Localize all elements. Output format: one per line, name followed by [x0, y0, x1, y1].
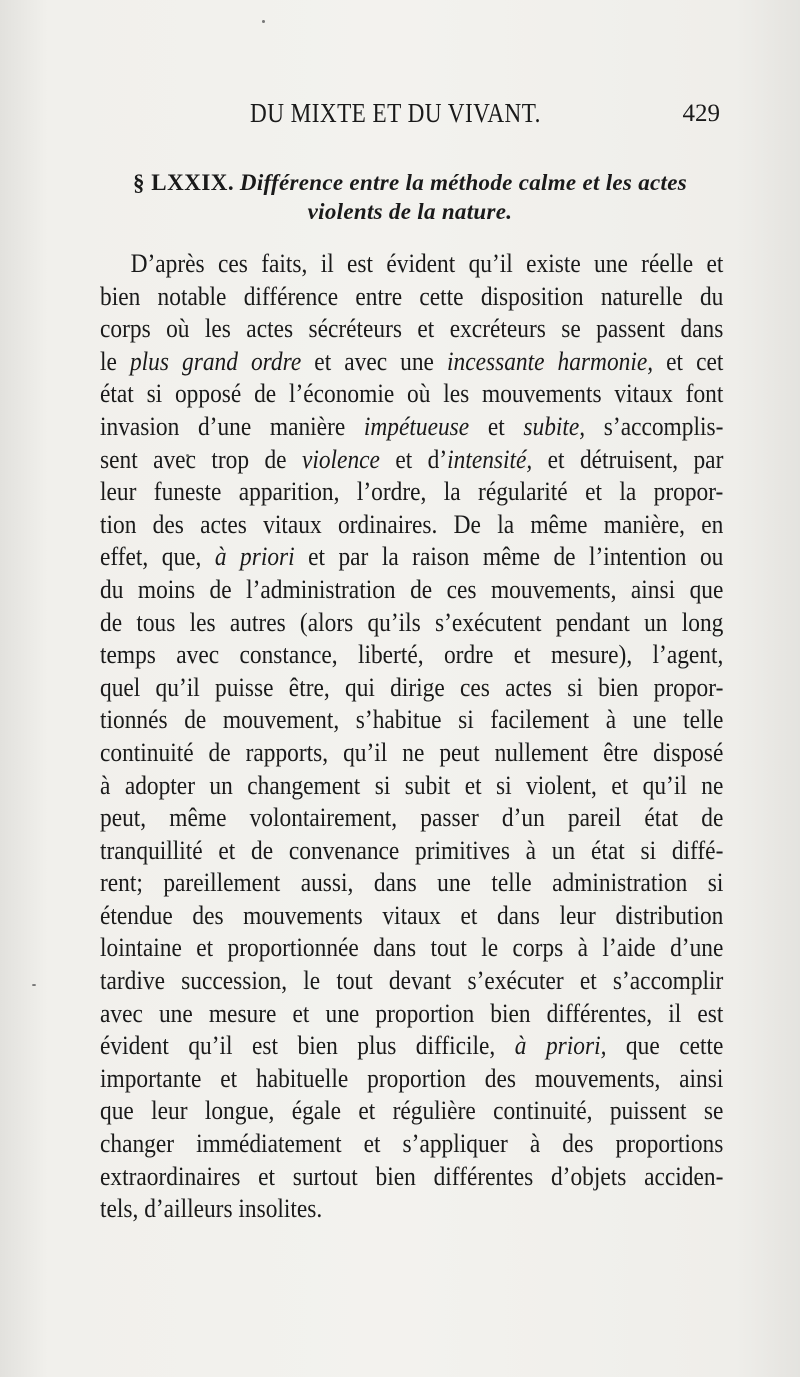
text-run: et par la raison même de l’intention ou — [294, 542, 724, 572]
italic-phrase: plus grand ordre — [129, 346, 302, 376]
text-line — [100, 998, 723, 1031]
text-run: du moins de l’administration de ces mouvements, ainsi que — [100, 574, 724, 604]
text-run: s’accomplis- — [585, 411, 724, 441]
italic-phrase: à priori, — [514, 1031, 607, 1061]
text-run: quel qu’il puisse être, qui dirige ces actes si bien propor- — [100, 672, 724, 702]
text-run: et avec une — [301, 346, 448, 376]
text-run: changer immédiatement et s’appliquer à des proportions — [100, 1129, 724, 1159]
text-run: et — [469, 411, 524, 441]
text-line — [100, 867, 723, 900]
text-run: et d’ — [379, 444, 448, 474]
italic-phrase: violence — [301, 444, 380, 474]
italic-phrase: impétueuse — [363, 411, 470, 441]
text-run: que cette — [606, 1031, 724, 1061]
running-header — [100, 98, 720, 138]
running-title: DU MIXTE ET DU VIVANT. — [250, 98, 541, 128]
text-line — [100, 313, 723, 346]
text-line — [100, 411, 723, 444]
text-line — [100, 704, 723, 737]
section-heading-line-2 — [100, 197, 720, 226]
text-run: tranquillité et de convenance primitives à un état si diffé- — [100, 835, 724, 865]
text-run: invasion d’une manière — [100, 411, 364, 441]
text-line — [100, 835, 723, 868]
italic-phrase: incessante harmonie, — [447, 346, 654, 376]
text-run: et détruisent, par — [532, 444, 724, 474]
text-line — [100, 444, 723, 477]
text-run: continuité de rapports, qu’il ne peut nullement être disposé — [100, 737, 724, 767]
text-run: bien notable différence entre cette disposition naturelle du — [100, 281, 724, 311]
text-run: temps avec constance, liberté, ordre et mesure), l’agent, — [100, 640, 724, 670]
text-run: effet, que, — [100, 542, 215, 572]
page-number: 429 — [682, 100, 720, 127]
text-line — [100, 770, 723, 803]
section-title-part-2: violents de la nature. — [307, 199, 513, 224]
text-line — [100, 672, 723, 705]
italic-phrase: à priori — [214, 542, 295, 572]
text-line — [100, 541, 723, 574]
text-run: rent; pareillement aussi, dans une telle administration si — [100, 868, 724, 898]
text-line — [100, 1161, 723, 1194]
italic-phrase: intensité, — [447, 444, 533, 474]
paper-speck — [32, 984, 36, 986]
text-run: tionnés de mouvement, s’habitue si facilement à une telle — [100, 705, 724, 735]
text-line — [100, 378, 723, 411]
text-line — [100, 737, 723, 770]
text-line — [100, 1063, 723, 1096]
text-run: que leur longue, égale et régulière continuité, puissent se — [100, 1096, 724, 1126]
text-run: tion des actes vitaux ordinaires. De la même manière, en — [100, 509, 724, 539]
text-run: de tous les autres (alors qu’ils s’exécutent pendant un long — [100, 607, 724, 637]
text-line — [100, 574, 723, 607]
section-title-part-1: Différence entre la méthode calme et les actes — [239, 170, 687, 195]
text-run: évident qu’il est bien plus difficile, — [100, 1031, 515, 1061]
text-line — [100, 965, 723, 998]
section-heading-line-1 — [100, 168, 720, 197]
text-run: peut, même volontairement, passer d’un pareil état de — [100, 803, 724, 833]
text-run: tardive succession, le tout devant s’exécuter et s’accomplir — [100, 966, 724, 996]
text-run: leur funeste apparition, l’ordre, la régularité et la propor- — [100, 477, 724, 507]
body-paragraph — [100, 248, 724, 1226]
text-run: le — [100, 346, 130, 376]
section-number: § LXXIX. — [133, 170, 235, 195]
text-run: étendue des mouvements vitaux et dans leur distribution — [100, 900, 724, 930]
text-run: état si opposé de l’économie où les mouvements vitaux font — [100, 379, 724, 409]
text-line — [100, 639, 723, 672]
text-run: lointaine et proportionnée dans tout le corps à l’aide d’une — [100, 933, 724, 963]
text-line — [100, 1030, 723, 1063]
text-line — [100, 346, 723, 379]
text-run: corps où les actes sécréteurs et excréteurs se passent dans — [100, 314, 724, 344]
text-run: importante et habituelle proportion des mouvements, ainsi — [100, 1063, 724, 1093]
text-run: sent avec trop de — [100, 444, 302, 474]
text-line — [100, 932, 723, 965]
text-run: D’après ces faits, il est évident qu’il existe une réelle et — [130, 249, 724, 278]
text-run: et cet — [653, 346, 724, 376]
text-line — [100, 1128, 723, 1161]
text-line — [100, 476, 723, 509]
text-line — [100, 281, 723, 314]
text-line — [100, 248, 723, 281]
section-heading — [100, 168, 720, 226]
text-run: à adopter un changement si subit et si violent, et qu’il ne — [100, 770, 724, 800]
text-line — [100, 900, 723, 933]
text-line — [100, 509, 723, 542]
text-line — [100, 802, 723, 835]
text-line — [100, 1095, 723, 1128]
text-run: avec une mesure et une proportion bien différentes, il est — [100, 998, 724, 1028]
text-run: extraordinaires et surtout bien différentes d’objets acciden- — [100, 1161, 724, 1191]
text-line — [100, 607, 723, 640]
text-line — [100, 1193, 723, 1226]
italic-phrase: subite, — [523, 411, 586, 441]
text-run: tels, d’ailleurs insolites. — [100, 1194, 323, 1224]
paper-speck — [262, 20, 265, 23]
